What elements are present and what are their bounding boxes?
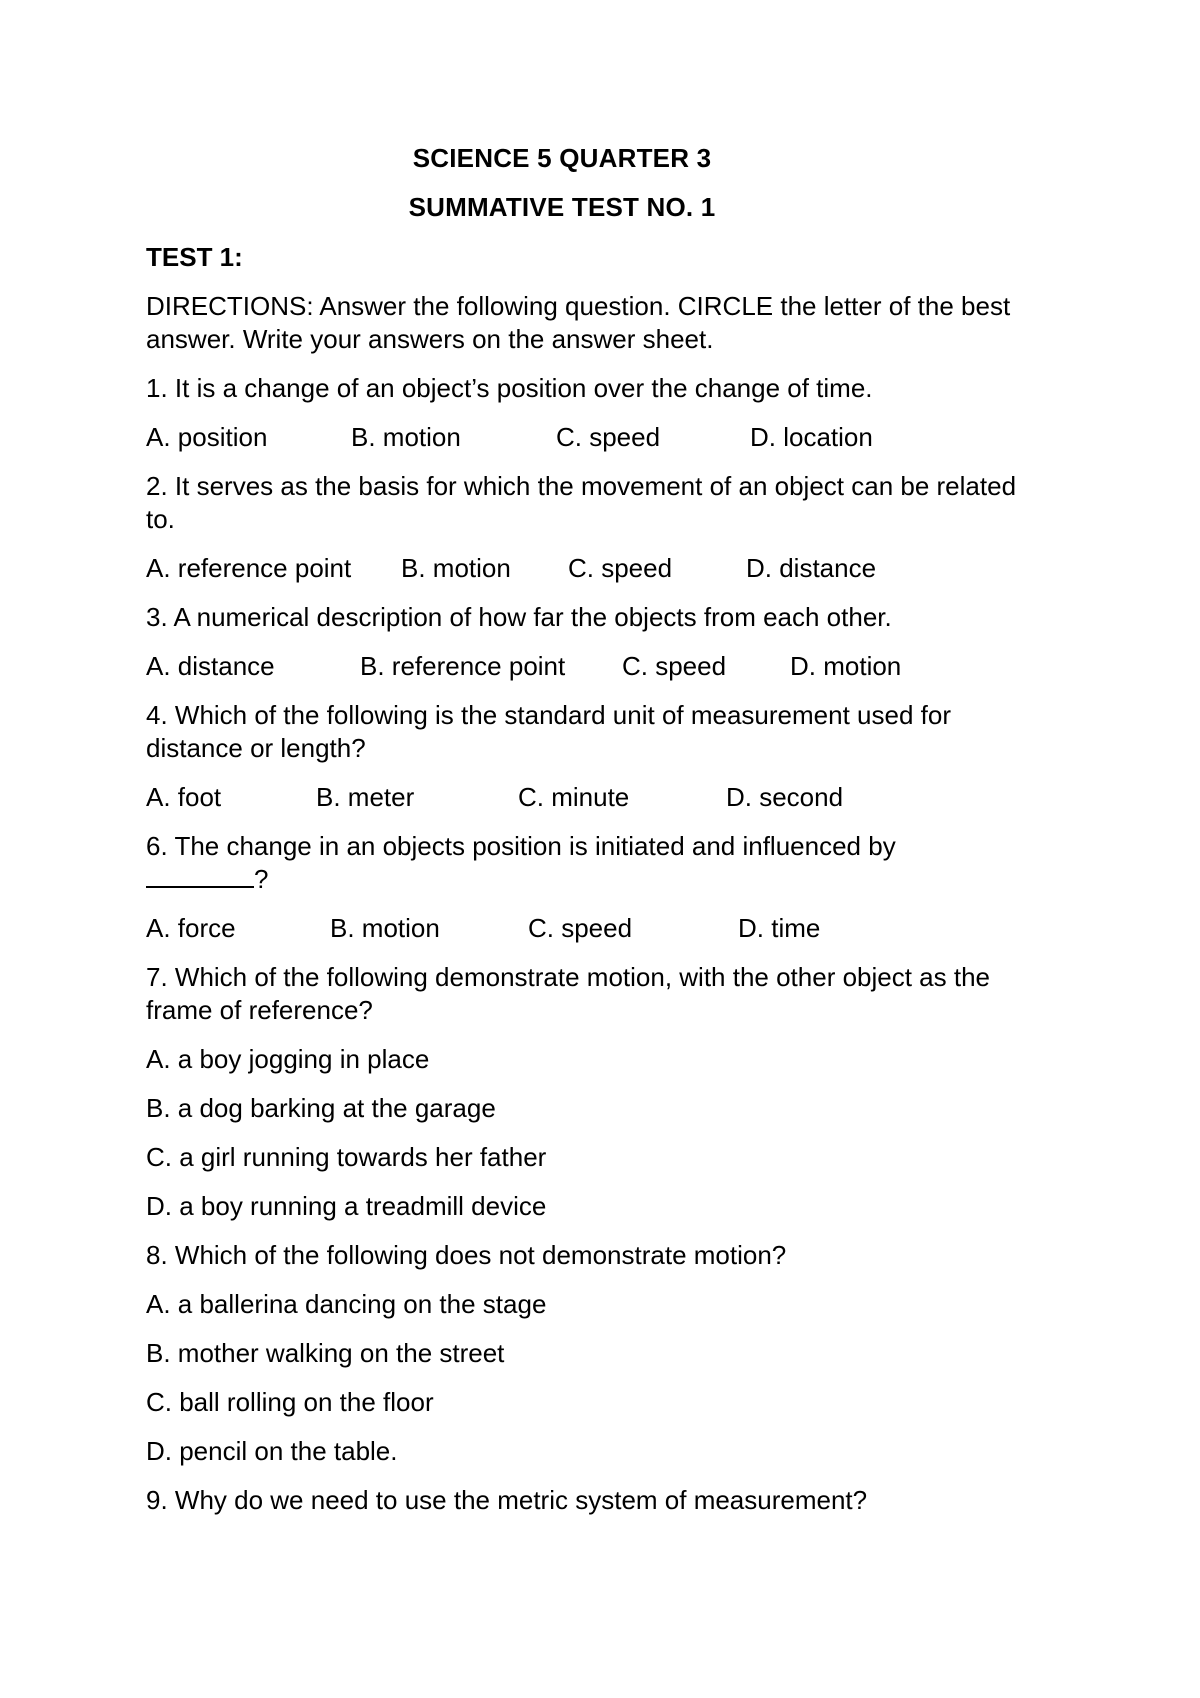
q3-option-d: D. motion <box>790 651 902 681</box>
directions-text: DIRECTIONS: Answer the following question. CIRCLE the letter of the best answer. Write your answers on the answer sheet. <box>146 291 1011 354</box>
question-7: 7. Which of the following demonstrate motion, with the other object as the frame of reference? <box>146 962 991 1025</box>
q2-option-a: A. reference point <box>146 553 352 583</box>
question-2-options <box>146 552 1046 585</box>
test-content <box>146 142 1046 1533</box>
question-6 <box>146 830 1026 896</box>
q4-option-a: A. foot <box>146 782 222 812</box>
page-title: SCIENCE 5 QUARTER 3 <box>412 143 712 173</box>
q3-option-b: B. reference point <box>360 651 566 681</box>
q8-option-a: A. a ballerina dancing on the stage <box>146 1289 547 1319</box>
question-3: 3. A numerical description of how far the objects from each other. <box>146 602 892 632</box>
question-6-text: 6. The change in an objects position is initiated and influenced by <box>146 831 896 861</box>
q6-option-c: C. speed <box>528 913 633 943</box>
q8-option-c: C. ball rolling on the floor <box>146 1387 434 1417</box>
question-1: 1. It is a change of an object’s position over the change of time. <box>146 373 873 403</box>
q7-option-d: D. a boy running a treadmill device <box>146 1191 547 1221</box>
question-9: 9. Why do we need to use the metric system of measurement? <box>146 1485 868 1515</box>
q7-option-c: C. a girl running towards her father <box>146 1142 547 1172</box>
question-4-options <box>146 781 1046 814</box>
q6-option-a: A. force <box>146 913 236 943</box>
q8-option-d: D. pencil on the table. <box>146 1436 398 1466</box>
q4-option-c: C. minute <box>518 782 630 812</box>
q3-option-c: C. speed <box>622 651 727 681</box>
q2-option-c: C. speed <box>568 553 673 583</box>
q6-option-b: B. motion <box>330 913 440 943</box>
q7-option-a: A. a boy jogging in place <box>146 1044 430 1074</box>
question-6-end: ? <box>254 864 269 894</box>
page-subtitle: SUMMATIVE TEST NO. 1 <box>408 192 716 222</box>
question-6-options <box>146 912 1046 945</box>
q4-option-d: D. second <box>726 782 844 812</box>
test-label: TEST 1: <box>146 242 243 272</box>
question-8: 8. Which of the following does not demonstrate motion? <box>146 1240 787 1270</box>
q4-option-b: B. meter <box>316 782 415 812</box>
question-3-options <box>146 650 1046 683</box>
question-1-options <box>146 421 1046 454</box>
q3-option-a: A. distance <box>146 651 275 681</box>
q2-option-b: B. motion <box>401 553 511 583</box>
q1-option-a: A. position <box>146 422 268 452</box>
q6-option-d: D. time <box>738 913 821 943</box>
q1-option-c: C. speed <box>556 422 661 452</box>
answer-blank <box>146 864 254 888</box>
q2-option-d: D. distance <box>746 553 877 583</box>
question-2: 2. It serves as the basis for which the movement of an object can be related to. <box>146 471 1017 534</box>
q7-option-b: B. a dog barking at the garage <box>146 1093 496 1123</box>
q1-option-d: D. location <box>750 422 873 452</box>
question-4: 4. Which of the following is the standard unit of measurement used for distance or length? <box>146 700 951 763</box>
q8-option-b: B. mother walking on the street <box>146 1338 505 1368</box>
q1-option-b: B. motion <box>351 422 461 452</box>
